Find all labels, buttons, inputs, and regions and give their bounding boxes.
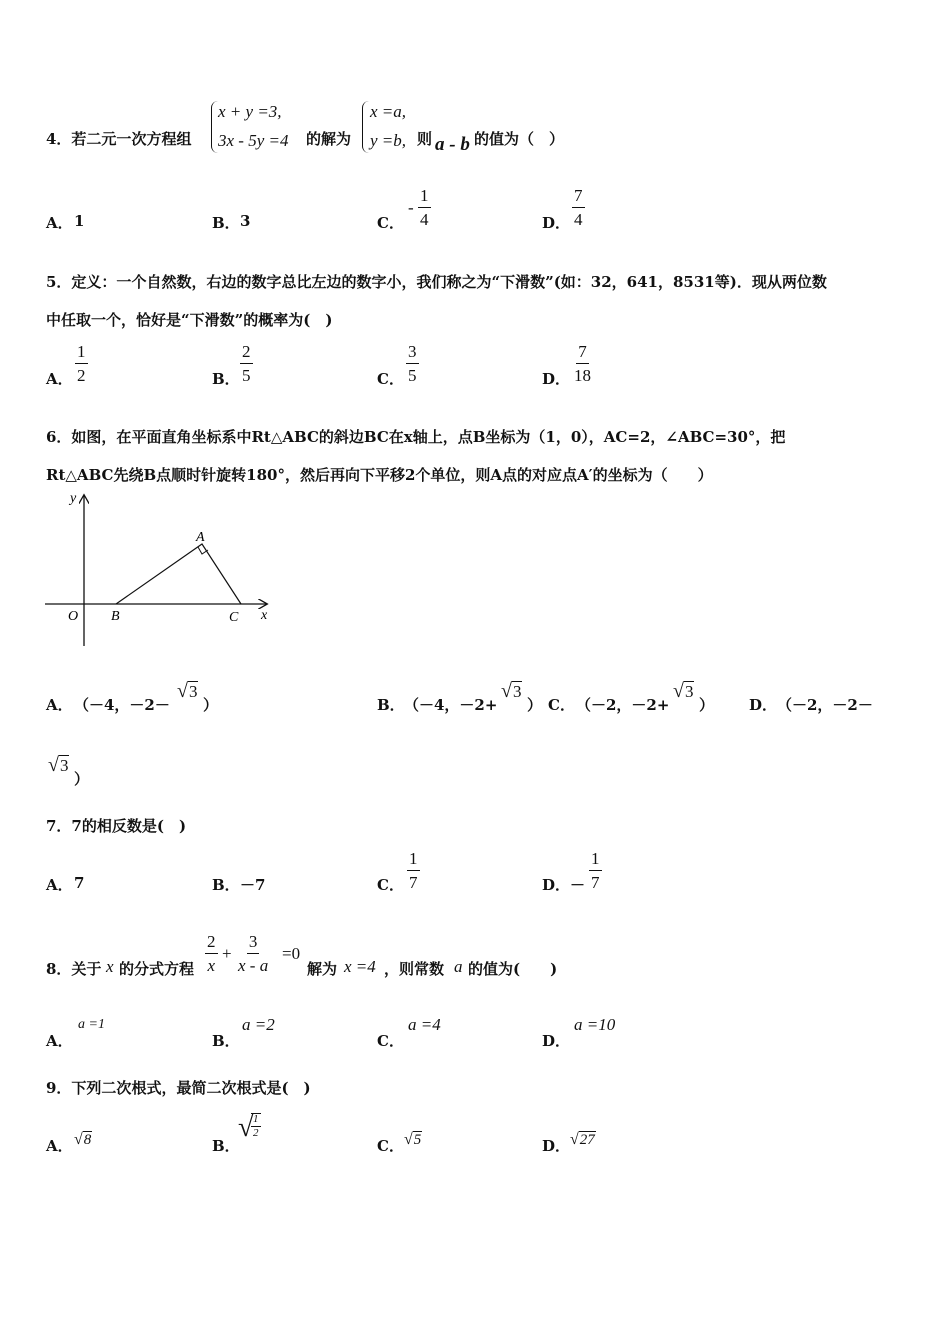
- q4-option-d-label: D．: [542, 214, 571, 232]
- q6-option-b-sqrt: √3: [501, 680, 522, 702]
- q7-option-c-label: C．: [377, 876, 404, 894]
- q5-option-b-fraction: [240, 343, 253, 384]
- q5-option-d-den: 18: [574, 366, 591, 385]
- q8-option-b-value: a =2: [242, 1015, 275, 1034]
- q5-option-a-fraction: [75, 343, 88, 384]
- q8-var-a: a: [454, 957, 463, 976]
- q5-option-c-label: C．: [377, 370, 404, 388]
- q9-option-d-label: D．: [542, 1137, 571, 1155]
- q7-option-c-fraction: [407, 850, 420, 891]
- q4-prefix: 4．若二元一次方程组: [46, 130, 192, 148]
- q6-option-b-text: （－4，－2+: [404, 696, 498, 714]
- q9-option-b-den: 2: [253, 1127, 259, 1139]
- q7-option-c-den: 7: [409, 873, 418, 892]
- q6-option-d-text: （－2，－2－: [777, 696, 873, 714]
- q6-option-d-sqrt: √3: [48, 754, 69, 776]
- q6-label-y: y: [70, 491, 77, 506]
- q9-option-c-sqrt: √5: [404, 1131, 422, 1148]
- q4-eq2: 3x - 5y =4: [218, 131, 289, 150]
- q8-var-x: x: [106, 957, 114, 976]
- q6-option-a-sqrt: √3: [177, 680, 198, 702]
- q9-option-a-radicand: 8: [83, 1132, 92, 1148]
- q4-system-brace: [211, 101, 218, 153]
- q4-option-d-den: 4: [574, 210, 583, 229]
- q8-option-d-label: D．: [542, 1032, 571, 1050]
- q8-equals-zero: =0: [282, 944, 301, 963]
- q4-option-b-label: B．: [212, 214, 240, 232]
- q4-mid: 的解为: [306, 130, 352, 148]
- q8-suffix: 的值为( ): [468, 960, 558, 978]
- q7-option-d-den: 7: [591, 873, 600, 892]
- q7-option-d-fraction: [589, 850, 602, 891]
- q4-option-c-den: 4: [420, 210, 429, 229]
- q8-option-a-label: A．: [46, 1032, 73, 1050]
- q5-option-b-den: 5: [242, 366, 251, 385]
- q6-coordinate-figure: [40, 488, 280, 653]
- q6-option-b-label: B．: [377, 696, 405, 714]
- q5-option-b-num: 2: [240, 343, 253, 364]
- q6-option-b-radicand: 3: [512, 682, 522, 701]
- q7-option-b-value: －7: [240, 876, 266, 894]
- q4-solution-brace: [362, 101, 369, 153]
- q6-label-b: B: [111, 609, 120, 624]
- q8-f1-num: 2: [205, 933, 218, 954]
- q4-option-c-num: 1: [418, 187, 431, 208]
- q6-label-x: x: [261, 608, 268, 623]
- q4-option-d-num: 7: [572, 187, 585, 208]
- q5-option-c-den: 5: [408, 366, 417, 385]
- q8-f1-den: x: [207, 956, 216, 975]
- q7-stem: 7．7的相反数是( ): [46, 817, 187, 835]
- q8-option-a-value: a =1: [78, 1017, 105, 1032]
- q8-option-c-label: C．: [377, 1032, 404, 1050]
- q8-f2-den: x - a: [238, 956, 269, 975]
- q7-option-c-num: 1: [407, 850, 420, 871]
- q8-mid3: ，则常数: [384, 960, 445, 978]
- q9-option-b-fraction: [251, 1113, 261, 1139]
- q4-option-c-label: C．: [377, 214, 404, 232]
- q6-option-a-label: A．: [46, 696, 73, 714]
- q5-option-b-label: B．: [212, 370, 240, 388]
- q9-option-c-radicand: 5: [413, 1132, 422, 1148]
- q5-option-d-label: D．: [542, 370, 571, 388]
- q7-option-d-num: 1: [589, 850, 602, 871]
- q9-option-b-label: B．: [212, 1137, 240, 1155]
- q6-option-c-close: ）: [699, 696, 715, 714]
- q4-sol2: y =b,: [370, 131, 407, 150]
- q8-plus: +: [222, 944, 232, 963]
- q7-option-d-label: D．: [542, 876, 571, 894]
- q6-option-c-radicand: 3: [684, 682, 694, 701]
- q8-mid1: 的分式方程: [119, 960, 195, 978]
- q4-option-b-value: 3: [240, 212, 251, 230]
- q5-option-a-den: 2: [77, 366, 86, 385]
- q4-suffix: 的值为（ ）: [474, 130, 565, 148]
- q4-option-a-label: A．: [46, 214, 73, 232]
- q6-option-d-radicand: 3: [59, 756, 69, 775]
- q7-option-a-value: 7: [74, 874, 85, 892]
- q5-line2: 中任取一个，恰好是“下滑数”的概率为( ): [46, 311, 333, 329]
- q6-line2: Rt△ABC先绕B点顺时针旋转180°，然后再向下平移2个单位，则A点的对应点A′的坐标为（ ）: [46, 466, 713, 484]
- q9-option-b-sqrt: √: [238, 1112, 254, 1143]
- q4-eq1: x + y =3,: [218, 102, 282, 121]
- q4-expr: a - b: [435, 134, 470, 155]
- q6-option-c-sqrt: √3: [673, 680, 694, 702]
- q5-option-c-num: 3: [406, 343, 419, 364]
- q9-option-c-label: C．: [377, 1137, 404, 1155]
- q6-option-a-close: ）: [203, 696, 219, 714]
- q8-solution: x =4: [344, 957, 376, 976]
- q5-option-c-fraction: [406, 343, 419, 384]
- q4-option-d-fraction: [572, 187, 585, 228]
- q8-option-b-label: B．: [212, 1032, 240, 1050]
- q8-prefix: 8．关于: [46, 960, 102, 978]
- q8-mid2: 解为: [307, 960, 338, 978]
- q8-option-c-value: a =4: [408, 1015, 441, 1034]
- q8-option-d-value: a =10: [574, 1015, 616, 1034]
- q4-sol1: x =a,: [370, 102, 407, 121]
- q6-right-angle-mark: [198, 547, 208, 554]
- q6-triangle: [116, 544, 241, 604]
- q7-option-a-label: A．: [46, 876, 73, 894]
- q9-option-a-label: A．: [46, 1137, 73, 1155]
- q6-option-a-text: （－4，－2－: [74, 696, 170, 714]
- q7-option-d-sign: －: [570, 876, 586, 894]
- q6-option-d-label: D．: [749, 696, 778, 714]
- q9-stem: 9．下列二次根式，最简二次根式是( ): [46, 1079, 311, 1097]
- q9-option-d-radicand: 27: [579, 1132, 595, 1148]
- q6-label-o: O: [68, 609, 79, 624]
- q8-fraction-1: [205, 933, 218, 974]
- q6-option-a-radicand: 3: [188, 682, 198, 701]
- q6-option-c-text: （－2，－2+: [576, 696, 670, 714]
- q9-option-b-num: 1: [253, 1113, 259, 1125]
- q9-option-d-sqrt: √27: [570, 1131, 595, 1148]
- q6-option-b-close: ）: [527, 696, 543, 714]
- q5-line1: 5．定义：一个自然数，右边的数字总比左边的数字小，我们称之为“下滑数”(如：32，641，8531等)．现从两位数: [46, 273, 827, 291]
- q6-label-a: A: [196, 530, 205, 545]
- q4-option-c-fraction: [418, 187, 431, 228]
- q6-option-d-close: ）: [74, 770, 90, 788]
- q5-option-d-num: 7: [576, 343, 589, 364]
- q5-option-d-fraction: [572, 343, 593, 384]
- q8-f2-num: 3: [247, 933, 260, 954]
- q5-option-a-label: A．: [46, 370, 73, 388]
- q7-option-b-label: B．: [212, 876, 240, 894]
- q6-line1: 6．如图，在平面直角坐标系中Rt△ABC的斜边BC在x轴上，点B坐标为（1，0），AC=2，∠ABC=30°，把: [46, 428, 786, 446]
- q4-option-c-sign: -: [408, 198, 414, 217]
- q5-option-a-num: 1: [75, 343, 88, 364]
- q6-label-c: C: [229, 610, 239, 625]
- q4-then: 则: [417, 130, 433, 148]
- q9-option-a-sqrt: √8: [74, 1131, 92, 1148]
- q6-option-c-label: C．: [548, 696, 575, 714]
- q8-fraction-2: [236, 933, 270, 974]
- q4-option-a-value: 1: [74, 212, 85, 230]
